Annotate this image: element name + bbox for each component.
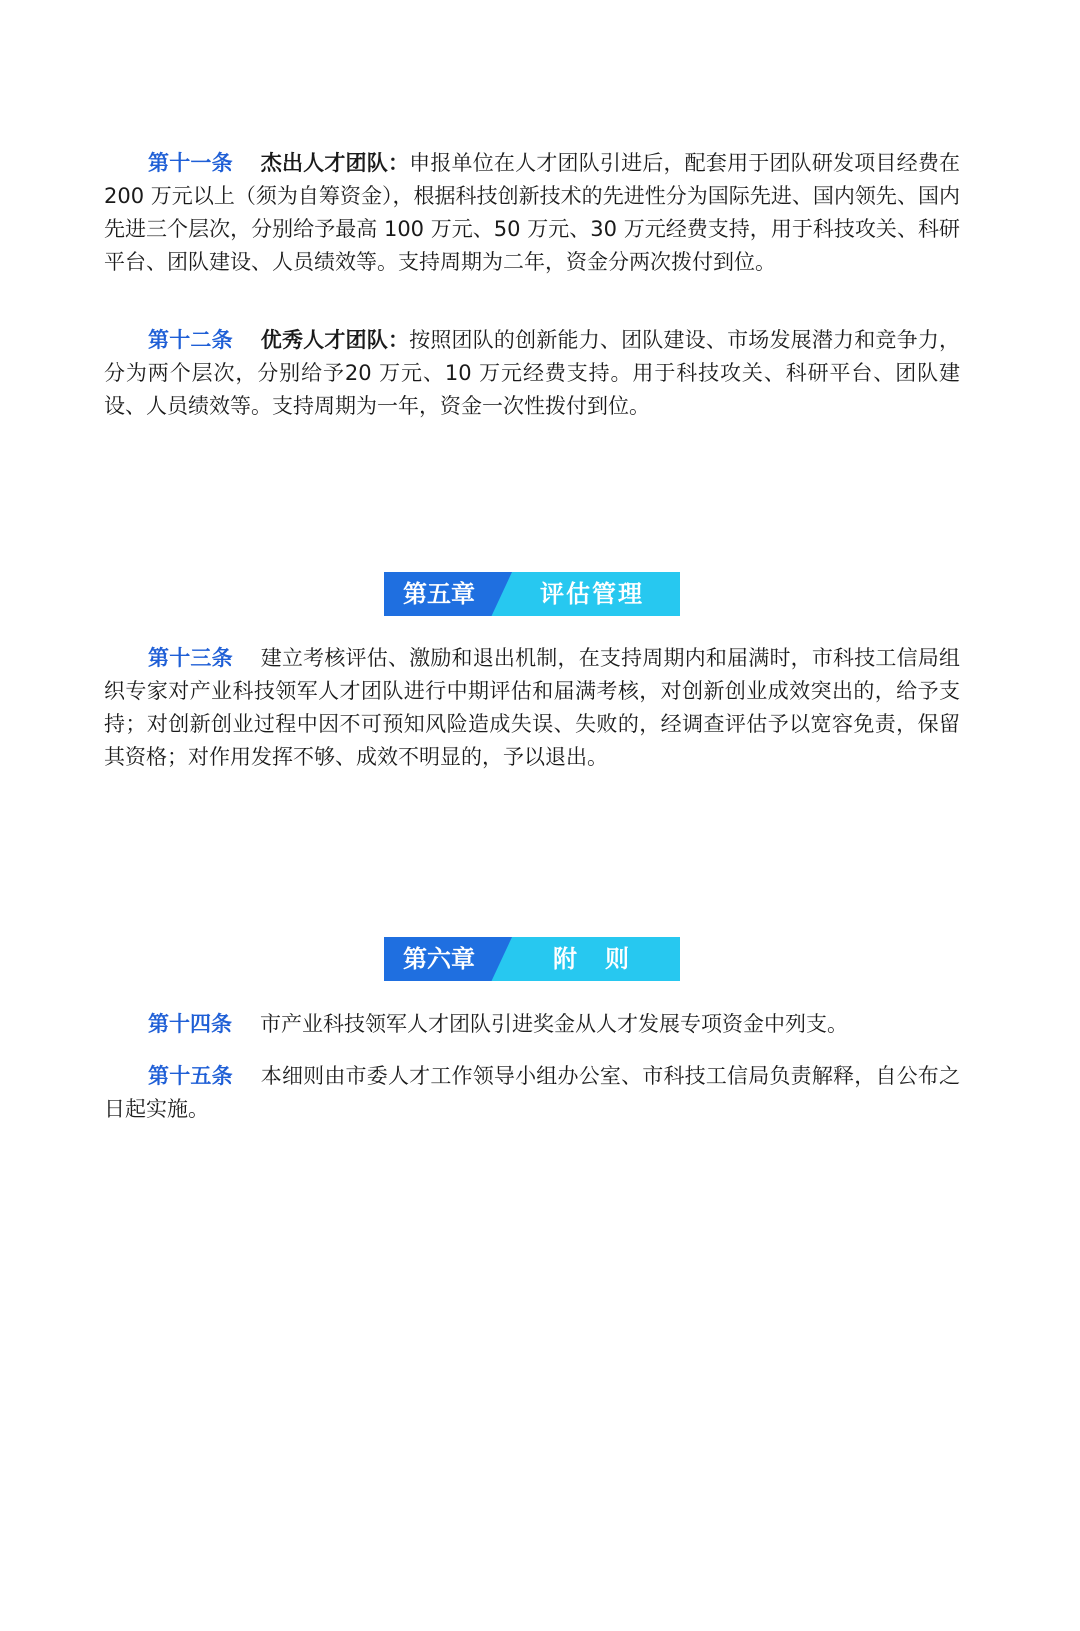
article-title: 优秀人才团队： <box>260 328 410 352</box>
article-number: 第十四条 <box>148 1012 232 1036</box>
article-number: 第十一条 <box>148 151 233 175</box>
article-12 <box>104 324 960 423</box>
chapter-number: 第六章 <box>403 945 475 973</box>
article-13 <box>104 642 960 774</box>
article-text: 市产业科技领军人才团队引进奖金从人才发展专项资金中列支。 <box>260 1012 848 1036</box>
article-text: 按照团队的创新能力、团队建设、市场发展潜力和竞争力，分为两个层次，分别给予20 万元、10 万元经费支持。用于科技攻关、科研平台、团队建设、人员绩效等。支持周期为一年，资金一次性拨付到位。 <box>104 328 961 418</box>
article-14 <box>104 1008 960 1041</box>
chapter-title: 评估管理 <box>540 580 644 608</box>
article-15 <box>104 1060 960 1126</box>
chapter-number: 第五章 <box>403 580 475 608</box>
article-number: 第十五条 <box>148 1064 233 1088</box>
chapter-title: 附 则 <box>553 945 631 973</box>
article-number: 第十三条 <box>148 646 233 670</box>
article-text: 申报单位在人才团队引进后，配套用于团队研发项目经费在 200 万元以上（须为自筹资金），根据科技创新技术的先进性分为国际先进、国内领先、国内先进三个层次，分别给予最高 100 万元、50 万元、30 万元经费支持，用于科技攻关、科研平台、团队建设、人员绩效等。支持周期为二年，资金分两次拨付到位。 <box>104 151 961 274</box>
article-text: 本细则由市委人才工作领导小组办公室、市科技工信局负责解释，自公布之日起实施。 <box>104 1064 961 1121</box>
article-text: 建立考核评估、激励和退出机制，在支持周期内和届满时，市科技工信局组织专家对产业科技领军人才团队进行中期评估和届满考核，对创新创业成效突出的，给予支持；对创新创业过程中因不可预知风险造成失误、失败的，经调查评估予以宽容免责，保留其资格；对作用发挥不够、成效不明显的，予以退出。 <box>104 646 961 769</box>
article-title: 杰出人才团队： <box>260 151 410 175</box>
article-11 <box>104 147 960 279</box>
chapter-heading-5 <box>384 572 680 616</box>
chapter-heading-6 <box>384 937 680 981</box>
article-number: 第十二条 <box>148 328 233 352</box>
